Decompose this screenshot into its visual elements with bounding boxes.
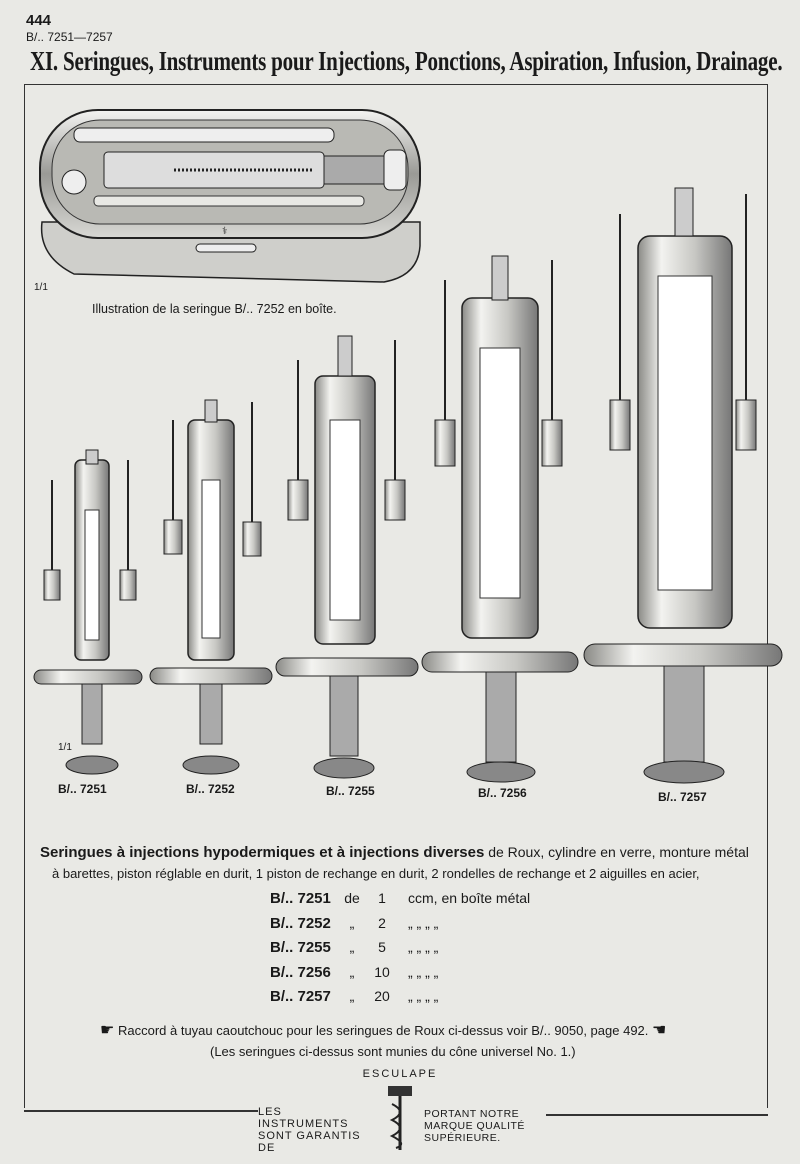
label-7251: B/.. 7251 bbox=[58, 782, 107, 796]
list-size: 5 bbox=[378, 939, 386, 955]
syringe-7251 bbox=[34, 450, 142, 774]
list-ref: B/.. 7256 bbox=[270, 963, 331, 981]
syringe-7255 bbox=[276, 336, 418, 778]
description-body: à barettes, piston réglable en durit, 1 piston de rechange en durit, 2 rondelles de rechange et 2 aiguilles en acier, bbox=[52, 866, 700, 881]
syringe-7256 bbox=[422, 256, 578, 782]
list-size: 20 bbox=[374, 988, 390, 1004]
accessory-text: Raccord à tuyau caoutchouc pour les seringues de Roux ci-dessus voir B/.. 9050, page 492. bbox=[117, 1023, 649, 1038]
footer-guarantee-left: LES INSTRUMENTS SONT GARANTIS DE bbox=[258, 1106, 361, 1154]
label-7252: B/.. 7252 bbox=[186, 782, 235, 796]
label-7256: B/.. 7256 bbox=[478, 786, 527, 800]
description-title-bold: Seringues à injections hypodermiques et à injections diverses bbox=[40, 844, 485, 861]
syringes-illustration bbox=[30, 180, 790, 790]
accessory-note bbox=[100, 1020, 700, 1040]
footer-rule-left bbox=[24, 1110, 258, 1112]
list-conn: de bbox=[344, 890, 360, 906]
description-title bbox=[40, 842, 770, 863]
list-ref: B/.. 7252 bbox=[270, 914, 331, 932]
label-7255: B/.. 7255 bbox=[326, 784, 375, 798]
caduceus-logo bbox=[374, 1084, 426, 1154]
footer-guarantee-right: PORTANT NOTRE MARQUE QUALITÉ SUPÉRIEURE. bbox=[424, 1108, 525, 1144]
list-conn: „ bbox=[349, 939, 355, 955]
syringe-7252 bbox=[150, 400, 272, 774]
illustration-caption: Illustration de la seringue B/.. 7252 en boîte. bbox=[92, 302, 337, 316]
list-conn: „ bbox=[349, 963, 355, 980]
list-text: ccm, en boîte métal bbox=[408, 890, 531, 906]
list-ref: B/.. 7251 bbox=[270, 890, 331, 907]
page-number: 444 bbox=[26, 12, 52, 29]
label-7257: B/.. 7257 bbox=[658, 790, 707, 804]
cone-note: (Les seringues ci-dessus sont munies du cône universel No. 1.) bbox=[210, 1044, 576, 1059]
footer-rule-right bbox=[546, 1114, 768, 1116]
description-title-rest: de Roux, cylindre en verre, monture métal bbox=[484, 844, 749, 860]
list-text: „ „ „ „ bbox=[408, 939, 439, 955]
list-conn: „ bbox=[349, 914, 355, 931]
syringe-7257 bbox=[584, 188, 782, 783]
list-text: „ „ „ „ bbox=[408, 988, 439, 1004]
brand-name: ESCULAPE bbox=[362, 1068, 438, 1080]
section-title: XI. Seringues, Instruments pour Injections, Ponctions, Aspiration, Infusion, Drainage. bbox=[30, 46, 783, 76]
list-size: 10 bbox=[374, 963, 390, 980]
list-size: 2 bbox=[378, 914, 386, 931]
hand-pointer-right-icon: ☛ bbox=[100, 1022, 115, 1039]
list-text: „ „ „ „ bbox=[408, 914, 439, 931]
scale-mark-top: 1/1 bbox=[34, 282, 48, 293]
svg-text:⚕: ⚕ bbox=[222, 226, 228, 237]
reference-range: B/.. 7251—7257 bbox=[26, 30, 113, 44]
list-text: „ „ „ „ bbox=[408, 963, 439, 980]
hand-pointer-left-icon: ☚ bbox=[652, 1022, 667, 1039]
list-ref: B/.. 7257 bbox=[270, 988, 331, 1005]
list-size: 1 bbox=[378, 890, 386, 906]
scale-mark-bottom: 1/1 bbox=[58, 742, 72, 753]
list-conn: „ bbox=[349, 988, 355, 1004]
list-ref: B/.. 7255 bbox=[270, 939, 331, 956]
